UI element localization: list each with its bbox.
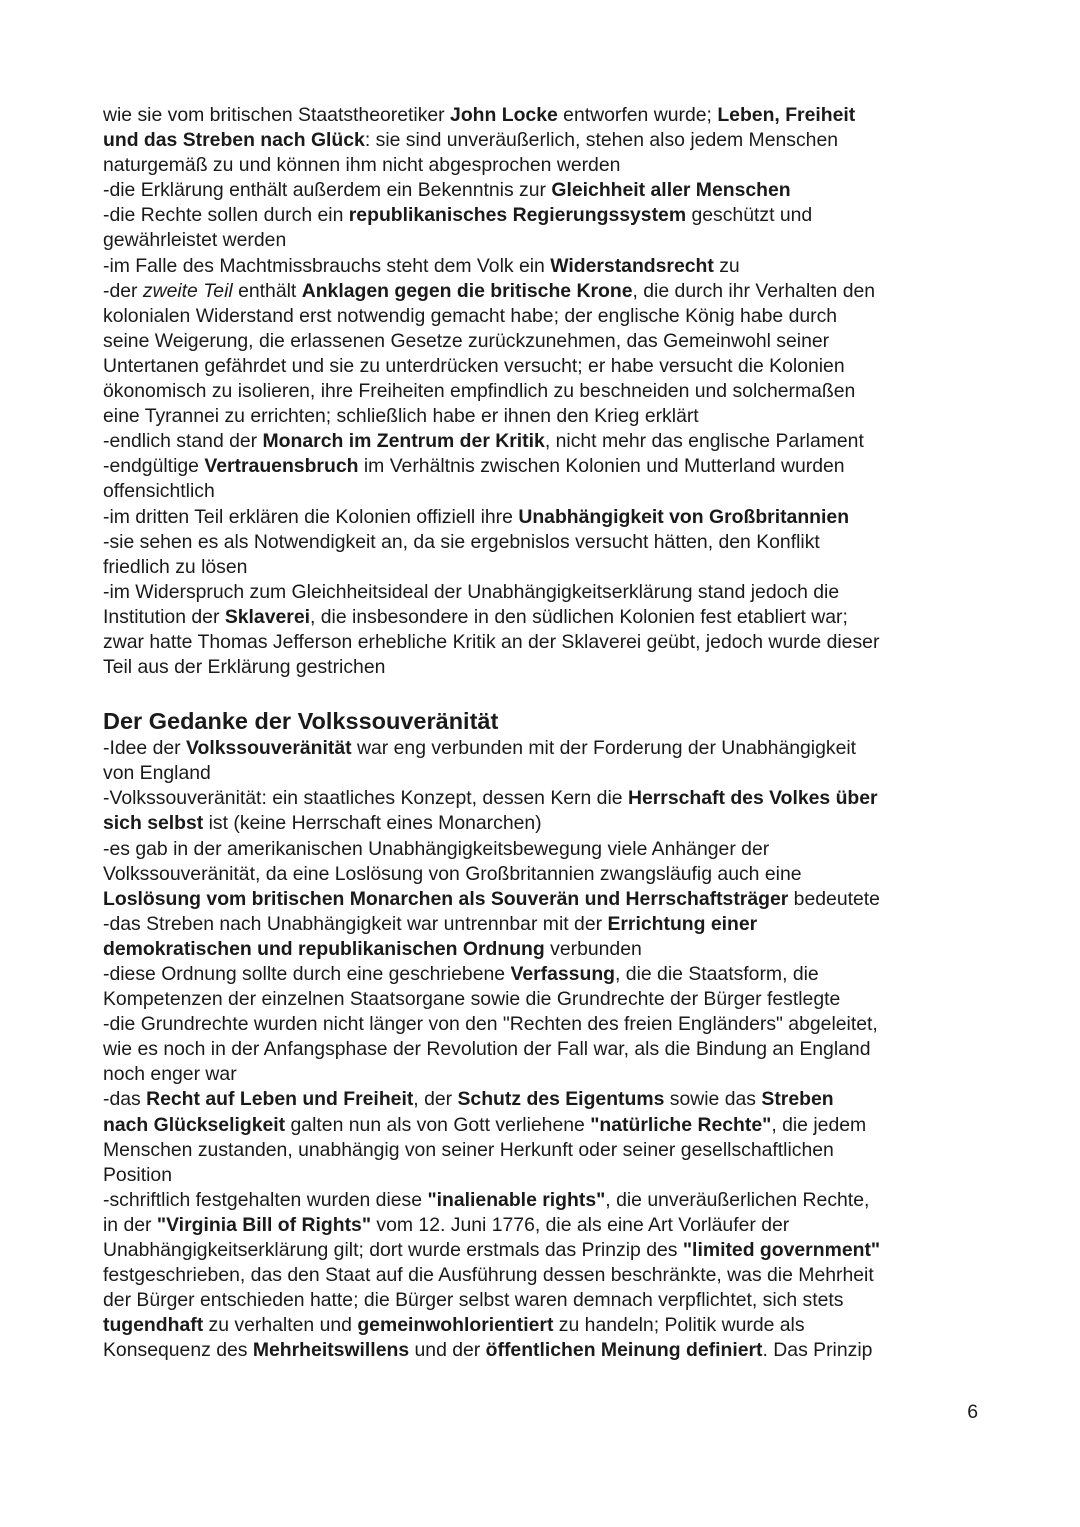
- text-run: festgeschrieben, das den Staat auf die Ausführung dessen beschränkte, was die Mehrheit: [103, 1264, 874, 1287]
- bold-text: republikanisches Regierungssystem: [348, 204, 687, 227]
- text-run: -Volkssouveränität: ein staatliches Konzept, dessen Kern die: [103, 787, 628, 810]
- bold-text: Loslösung vom britischen Monarchen als Souverän und Herrschaftsträger: [103, 887, 789, 910]
- paragraph: [103, 429, 988, 454]
- section-popular-sovereignty: [103, 736, 988, 1363]
- bold-text: Leben, Freiheit: [717, 104, 856, 126]
- text-run: seine Weigerung, die erlassenen Gesetze zurückzunehmen, das Gemeinwohl seiner: [103, 329, 830, 352]
- text-run: gewährleistet werden: [103, 229, 287, 252]
- section-heading: Der Gedanke der Volkssouveränität: [103, 708, 499, 735]
- document-body: [103, 103, 988, 1364]
- section-declaration-content: [103, 103, 988, 680]
- text-run: Konsequenz des: [103, 1339, 253, 1362]
- paragraph: [103, 1012, 988, 1087]
- bold-text: sich selbst: [103, 812, 204, 835]
- text-run: zu verhalten und: [203, 1314, 358, 1337]
- bold-text: öffentlichen Meinung definiert: [485, 1339, 763, 1362]
- bold-text: "Virginia Bill of Rights": [156, 1213, 372, 1236]
- bold-text: Recht auf Leben und Freiheit: [146, 1088, 414, 1111]
- text-run: -im Falle des Machtmissbrauchs steht dem Volk ein: [103, 254, 551, 277]
- text-run: friedlich zu lösen: [103, 555, 248, 578]
- text-run: zu handeln; Politik wurde als: [553, 1314, 805, 1337]
- paragraph: [103, 178, 988, 203]
- text-run: -das: [103, 1088, 147, 1111]
- bold-text: "limited government": [682, 1239, 881, 1262]
- text-run: ökonomisch zu isolieren, ihre Freiheiten empfindlich zu beschneiden und solchermaßen: [103, 380, 856, 403]
- text-run: vom 12. Juni 1776, die als eine Art Vorläufer der: [371, 1213, 790, 1236]
- text-run: -im Widerspruch zum Gleichheitsideal der Unabhängigkeitserklärung stand jedoch die: [103, 580, 840, 603]
- text-run: -Idee der: [103, 737, 186, 760]
- paragraph: [103, 103, 988, 178]
- text-run: , die insbesondere in den südlichen Kolonien fest etabliert war;: [310, 605, 848, 628]
- bold-text: nach Glückseligkeit: [103, 1113, 286, 1136]
- bold-text: demokratischen und republikanischen Ordnung: [103, 937, 545, 960]
- text-run: -endgültige: [103, 455, 205, 478]
- text-run: geschützt und: [686, 204, 813, 227]
- text-run: der Bürger entschieden hatte; die Bürger selbst waren demnach verpflichtet, sich stets: [103, 1289, 844, 1312]
- text-run: -im dritten Teil erklären die Kolonien offiziell ihre: [103, 505, 519, 528]
- paragraph: [103, 203, 988, 253]
- text-run: -sie sehen es als Notwendigkeit an, da sie ergebnislos versucht hätten, den Konflikt: [103, 530, 820, 553]
- text-run: Teil aus der Erklärung gestrichen: [103, 656, 386, 679]
- bold-text: Schutz des Eigentums: [457, 1088, 665, 1111]
- text-run: galten nun als von Gott verliehene: [285, 1113, 591, 1136]
- text-run: , nicht mehr das englische Parlament: [544, 430, 864, 453]
- text-run: , die unveräußerlichen Rechte,: [605, 1188, 870, 1211]
- bold-text: Verfassung: [510, 963, 616, 985]
- text-run: -endlich stand der: [103, 430, 263, 453]
- text-run: enthält: [232, 279, 302, 302]
- paragraph: [103, 736, 988, 786]
- page-number: 6: [967, 1401, 978, 1423]
- paragraph: [103, 580, 988, 680]
- text-run: Kompetenzen der einzelnen Staatsorgane sowie die Grundrechte der Bürger festlegte: [103, 988, 841, 1011]
- bold-text: und das Streben nach Glück: [103, 129, 365, 152]
- bold-text: Mehrheitswillens: [252, 1339, 410, 1362]
- paragraph: [103, 454, 988, 504]
- text-run: , die jedem: [771, 1113, 867, 1136]
- text-run: -diese Ordnung sollte durch eine geschriebene: [103, 963, 511, 985]
- bold-text: "natürliche Rechte": [590, 1113, 772, 1136]
- text-run: sowie das: [664, 1088, 762, 1111]
- paragraph: [103, 1087, 988, 1187]
- italic-text: zweite Teil: [142, 279, 233, 302]
- text-run: im Verhältnis zwischen Kolonien und Mutterland wurden: [358, 455, 845, 478]
- text-run: . Das Prinzip: [762, 1339, 873, 1362]
- text-run: eine Tyrannei zu errichten; schließlich habe er ihnen den Krieg erklärt: [103, 405, 699, 428]
- text-run: und der: [409, 1339, 486, 1362]
- text-run: naturgemäß zu und können ihm nicht abgesprochen werden: [103, 154, 621, 177]
- text-run: : sie sind unveräußerlich, stehen also jedem Menschen: [364, 129, 839, 152]
- text-run: , der: [413, 1088, 458, 1111]
- paragraph: [103, 254, 988, 279]
- text-run: -das Streben nach Unabhängigkeit war untrennbar mit der: [103, 912, 608, 935]
- text-run: , die durch ihr Verhalten den: [632, 279, 876, 302]
- bold-text: John Locke: [450, 104, 558, 126]
- text-run: zwar hatte Thomas Jefferson erhebliche Kritik an der Sklaverei geübt, jedoch wurde dieser: [103, 630, 880, 653]
- text-run: wie sie vom britischen Staatstheoretiker: [103, 104, 451, 126]
- bold-text: Gleichheit aller Menschen: [551, 179, 791, 202]
- text-run: -die Erklärung enthält außerdem ein Bekenntnis zur: [103, 179, 552, 202]
- text-run: Position: [103, 1163, 172, 1186]
- text-run: wie es noch in der Anfangsphase der Revolution der Fall war, als die Bindung an England: [103, 1038, 871, 1061]
- paragraph: [103, 962, 988, 1012]
- paragraph: [103, 505, 988, 530]
- bold-text: Monarch im Zentrum der Kritik: [262, 430, 545, 453]
- bold-text: Vertrauensbruch: [204, 455, 359, 478]
- text-run: bedeutete: [788, 887, 880, 910]
- bold-text: Errichtung einer: [607, 912, 758, 935]
- text-run: war eng verbunden mit der Forderung der Unabhängigkeit: [351, 737, 857, 760]
- text-run: in der: [103, 1213, 157, 1236]
- text-run: verbunden: [544, 937, 642, 960]
- text-run: Unabhängigkeitserklärung gilt; dort wurde erstmals das Prinzip des: [103, 1239, 683, 1262]
- text-run: ist (keine Herrschaft eines Monarchen): [203, 812, 542, 835]
- text-run: -der: [103, 279, 143, 302]
- text-run: Menschen zustanden, unabhängig von seiner Herkunft oder seiner gesellschaftlichen: [103, 1138, 834, 1161]
- paragraph: [103, 786, 988, 836]
- bold-text: Sklaverei: [224, 605, 310, 628]
- paragraph: [103, 1188, 988, 1364]
- bold-text: tugendhaft: [103, 1314, 204, 1337]
- bold-text: "inalienable rights": [427, 1188, 606, 1211]
- text-run: von England: [103, 762, 211, 785]
- text-run: Institution der: [103, 605, 225, 628]
- bold-text: Volkssouveränität: [186, 737, 352, 760]
- paragraph: [103, 837, 988, 912]
- text-run: , die die Staatsform, die: [615, 963, 819, 985]
- text-run: noch enger war: [103, 1063, 237, 1086]
- text-run: Volkssouveränität, da eine Loslösung von Großbritannien zwangsläufig auch eine: [103, 862, 802, 885]
- text-run: entworfen wurde;: [557, 104, 718, 126]
- bold-text: Anklagen gegen die britische Krone: [301, 279, 633, 302]
- bold-text: Widerstandsrecht: [550, 254, 714, 277]
- text-run: offensichtlich: [103, 480, 215, 503]
- text-run: -es gab in der amerikanischen Unabhängigkeitsbewegung viele Anhänger der: [103, 837, 770, 860]
- text-run: -die Grundrechte wurden nicht länger von den "Rechten des freien Engländers" abgeleitet,: [103, 1013, 878, 1036]
- paragraph: [103, 530, 988, 580]
- paragraph: [103, 912, 988, 962]
- text-run: zu: [713, 254, 740, 277]
- bold-text: Streben: [761, 1088, 834, 1111]
- bold-text: gemeinwohlorientiert: [357, 1314, 554, 1337]
- text-run: kolonialen Widerstand erst notwendig gemacht habe; der englische König habe durch: [103, 304, 838, 327]
- text-run: -die Rechte sollen durch ein: [103, 204, 349, 227]
- paragraph: [103, 279, 988, 430]
- text-run: Untertanen gefährdet und sie zu unterdrücken versucht; er habe versucht die Kolonien: [103, 354, 845, 377]
- bold-text: Unabhängigkeit von Großbritannien: [518, 505, 850, 528]
- text-run: -schriftlich festgehalten wurden diese: [103, 1188, 428, 1211]
- bold-text: Herrschaft des Volkes über: [627, 787, 878, 810]
